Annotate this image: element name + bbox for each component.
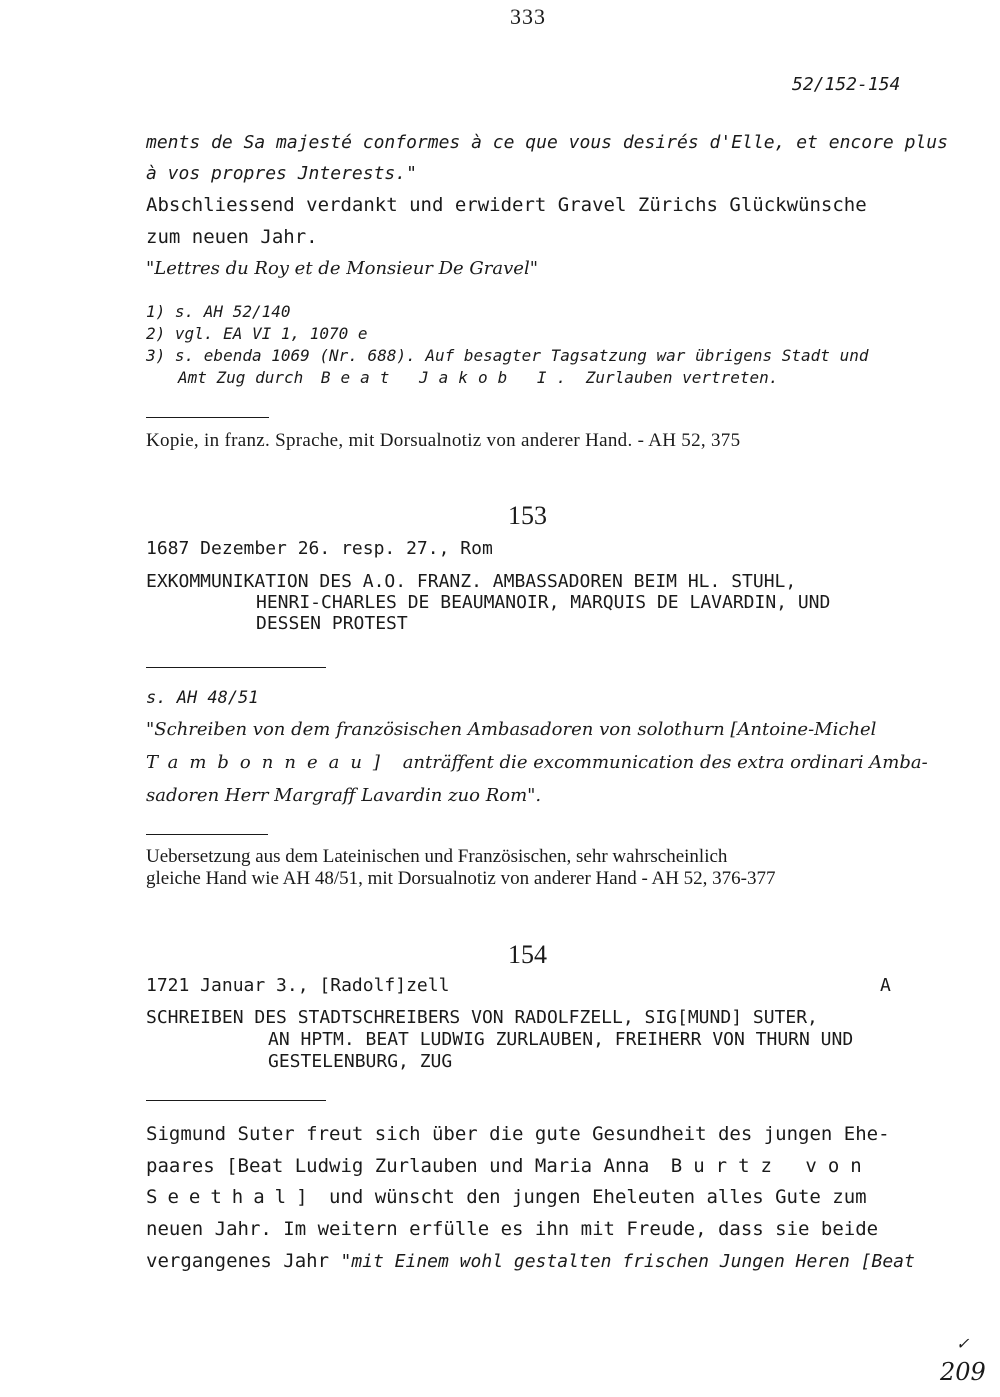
footnote-3-text-b: Zurlauben vertreten.: [585, 368, 779, 387]
quote-line: sadoren Herr Margraff Lavardin zuo Rom".: [146, 785, 542, 806]
document-heading-line: SCHREIBEN DES STADTSCHREIBERS VON RADOLFZELL, SIG[MUND] SUTER,: [146, 1007, 818, 1028]
document-date: 1687 Dezember 26. resp. 27., Rom: [146, 538, 493, 559]
quote-line: [146, 752, 928, 773]
body-line: neuen Jahr. Im weitern erfülle es ihn mit Freude, dass sie beide: [146, 1218, 879, 1240]
document-number-154: 154: [508, 940, 547, 969]
body-text: und wünscht den jungen Eheleuten alles Gute zum: [328, 1186, 867, 1208]
quote-line: ments de Sa majesté conformes à ce que vous desirés d'Elle, et encore plus: [146, 132, 948, 153]
quote-line: à vos propres Jnterests.": [146, 163, 417, 184]
document-type-marker: A: [880, 975, 891, 996]
body-person: Burtz von: [670, 1155, 873, 1177]
document-heading-line: AN HPTM. BEAT LUDWIG ZURLAUBEN, FREIHERR VON THURN UND: [268, 1029, 854, 1050]
body-line: [146, 1186, 867, 1208]
title-quote: "Lettres du Roy et de Monsieur De Gravel": [146, 258, 538, 279]
section-divider: [146, 834, 268, 835]
footnote-3-person: Beat Jakob I.: [320, 368, 577, 387]
document-date: 1721 Januar 3., [Radolf]zell: [146, 975, 450, 996]
body-text: vergangenes Jahr: [146, 1250, 330, 1272]
footnote-3: 3) s. ebenda 1069 (Nr. 688). Auf besagter Tagsatzung war übrigens Stadt und: [146, 346, 869, 365]
source-note: Kopie, in franz. Sprache, mit Dorsualnotiz von anderer Hand. - AH 52, 375: [146, 430, 741, 451]
document-heading-line: GESTELENBURG, ZUG: [268, 1051, 453, 1072]
footnote-3-text-a: Amt Zug durch: [178, 368, 304, 387]
body-line: [146, 1250, 915, 1272]
section-divider: [146, 667, 326, 668]
document-range: 52/152-154: [792, 74, 901, 95]
source-note-line: Uebersetzung aus dem Lateinischen und Französischen, sehr wahrscheinlich: [146, 846, 728, 867]
body-quote: "mit Einem wohl gestalten frischen Jungen Heren [Beat: [340, 1251, 915, 1272]
quote-person: Tambonneau]: [146, 752, 391, 773]
document-number-153: 153: [508, 501, 547, 530]
handwritten-page-number: 209: [940, 1358, 986, 1386]
page-top-number: 333: [510, 4, 546, 29]
quote-text: anträffent die excommunication des extra ordinari Amba-: [402, 752, 928, 773]
footnote-1: 1) s. AH 52/140: [146, 302, 291, 321]
footnote-3-continuation: [178, 368, 778, 387]
body-text: paares [Beat Ludwig Zurlauben und Maria Anna: [146, 1155, 650, 1177]
quote-line: "Schreiben von dem französischen Ambasadoren von solothurn [Antoine-Michel: [146, 719, 877, 740]
body-line: Sigmund Suter freut sich über die gute Gesundheit des jungen Ehe-: [146, 1123, 890, 1145]
summary-line: zum neuen Jahr.: [146, 226, 318, 248]
section-divider: [146, 417, 269, 418]
section-divider: [146, 1100, 326, 1101]
source-note-line: gleiche Hand wie AH 48/51, mit Dorsualnotiz von anderer Hand - AH 52, 376-377: [146, 868, 776, 889]
check-mark: ✓: [956, 1334, 970, 1353]
footnote-2: 2) vgl. EA VI 1, 1070 e: [146, 324, 368, 343]
document-heading-line: DESSEN PROTEST: [256, 613, 408, 634]
reference: s. AH 48/51: [146, 688, 259, 708]
body-line: [146, 1155, 873, 1177]
body-person: Seethal]: [146, 1186, 318, 1208]
document-heading-line: EXKOMMUNIKATION DES A.O. FRANZ. AMBASSADOREN BEIM HL. STUHL,: [146, 571, 797, 592]
summary-line: Abschliessend verdankt und erwidert Gravel Zürichs Glückwünsche: [146, 194, 867, 216]
document-heading-line: HENRI-CHARLES DE BEAUMANOIR, MARQUIS DE LAVARDIN, UND: [256, 592, 831, 613]
